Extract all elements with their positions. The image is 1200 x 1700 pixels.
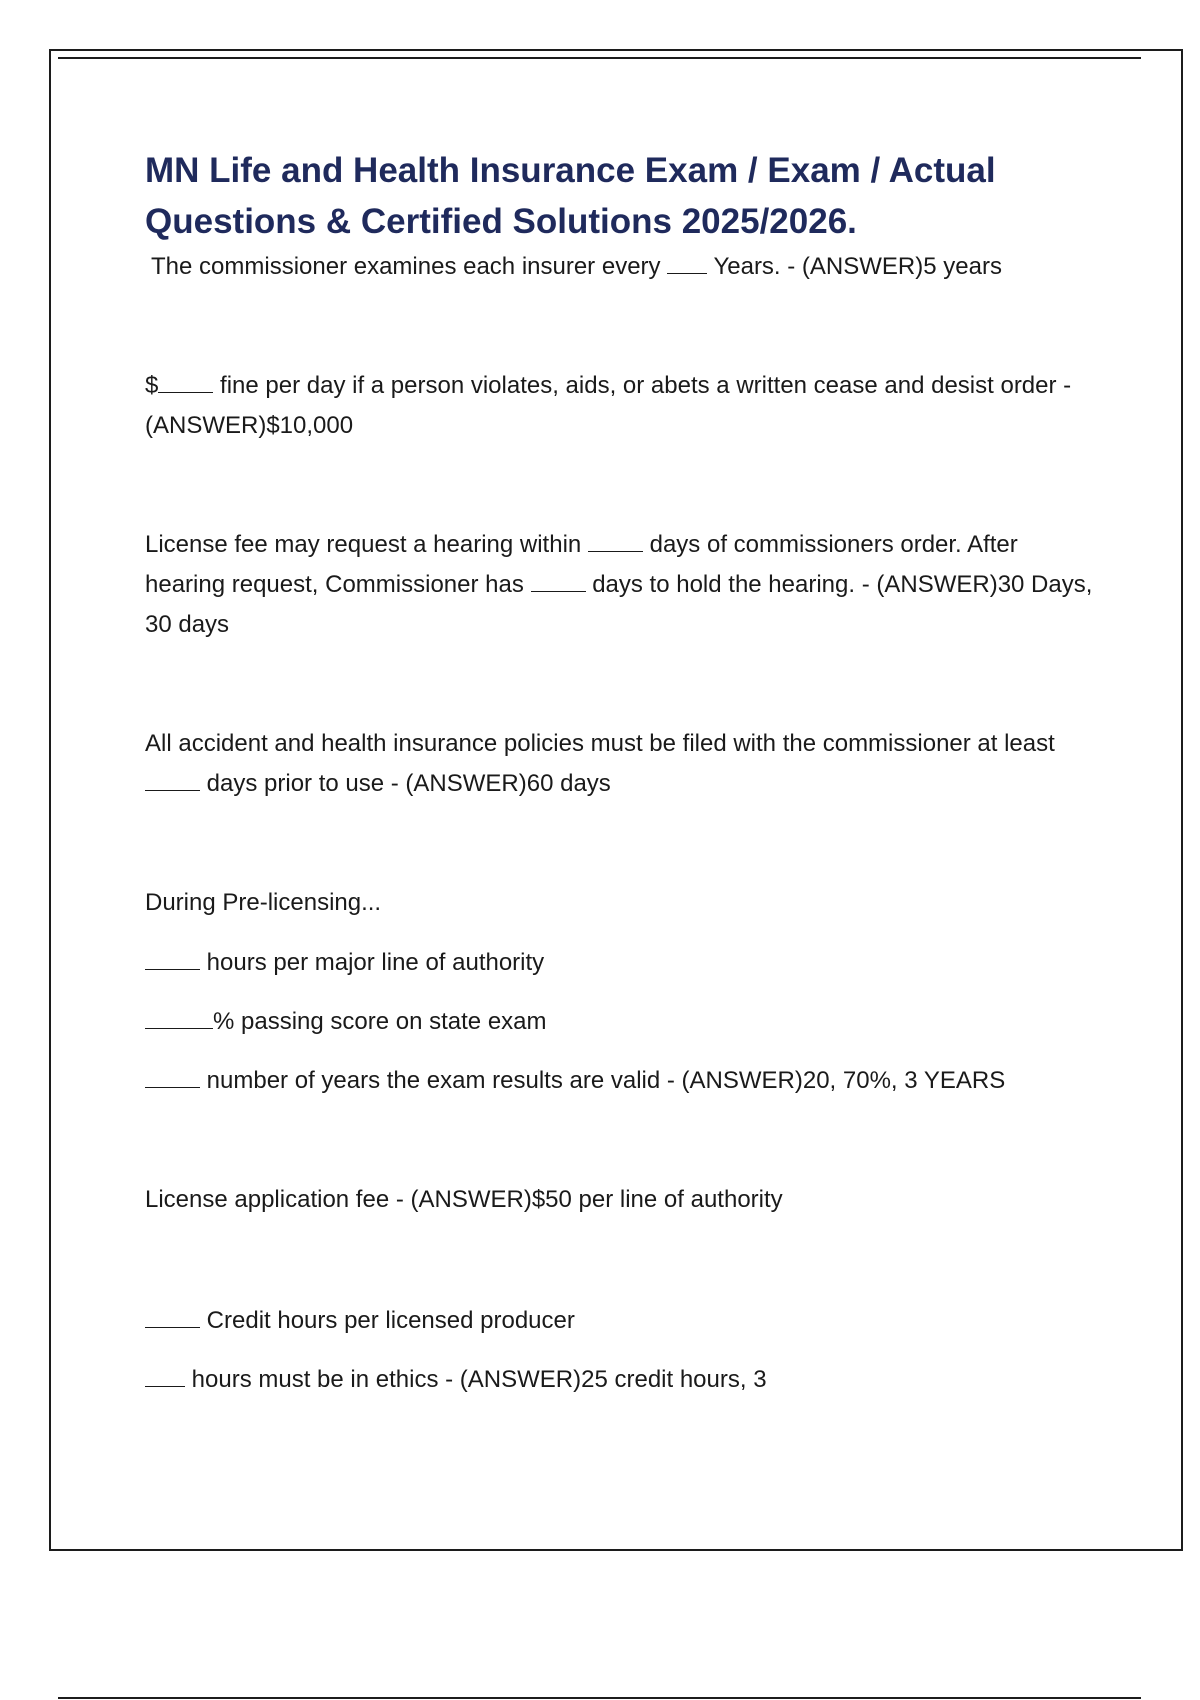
document-body (145, 145, 1100, 1400)
question-5-intro: During Pre-licensing... (145, 889, 382, 916)
question-2 (145, 366, 1100, 446)
question-7-line-2: hours must be in ethics - (ANSWER)25 credit hours, 3 (191, 1366, 767, 1393)
question-5-line-3: number of years the exam results are valid - (ANSWER)20, 70%, 3 YEARS (206, 1067, 1006, 1094)
answer-blank (145, 947, 200, 970)
answer-blank (531, 569, 586, 592)
answer-blank (145, 1364, 185, 1387)
question-7-line-1: Credit hours per licensed producer (206, 1307, 575, 1334)
question-3-text-b: days of commissioners order. After hearing request, Commissioner has (145, 531, 1018, 598)
answer-blank (145, 1065, 200, 1088)
answer-blank (158, 370, 213, 393)
question-5-line-2: % passing score on state exam (213, 1008, 547, 1035)
question-2-prefix: $ (145, 372, 159, 399)
footer-rule (58, 1697, 1141, 1699)
document-title: MN Life and Health Insurance Exam / Exam / Actual Questions & Certified Solutions 2025/2026. (145, 151, 996, 241)
question-6-text: License application fee - (ANSWER)$50 per line of authority (145, 1186, 783, 1213)
answer-blank (588, 529, 643, 552)
answer-blank (145, 768, 200, 791)
question-4-text-b: days prior to use - (ANSWER)60 days (206, 770, 611, 797)
answer-blank (145, 1305, 200, 1328)
question-1-text: The commissioner examines each insurer every (151, 253, 661, 280)
answer-blank (667, 251, 707, 274)
question-1-answer: Years. - (ANSWER)5 years (713, 253, 1002, 280)
question-4-text-a: All accident and health insurance policies must be filed with the commissioner at least (145, 730, 1055, 757)
question-2-text: fine per day if a person violates, aids, or abets a written cease and desist order - (ANSWER)$10,000 (145, 372, 1072, 439)
question-3 (145, 525, 1100, 645)
question-5 (145, 883, 1100, 1101)
question-5-line-1: hours per major line of authority (206, 949, 545, 976)
question-4 (145, 724, 1100, 804)
question-1 (145, 247, 1100, 287)
question-3-text-a: License fee may request a hearing within (145, 531, 582, 558)
question-3-text-c: days to hold the hearing. - (ANSWER)30 Days, 30 days (145, 571, 1093, 638)
question-6 (145, 1180, 1100, 1220)
question-7 (145, 1301, 1100, 1400)
answer-blank (145, 1006, 213, 1029)
header-rule (58, 57, 1141, 59)
